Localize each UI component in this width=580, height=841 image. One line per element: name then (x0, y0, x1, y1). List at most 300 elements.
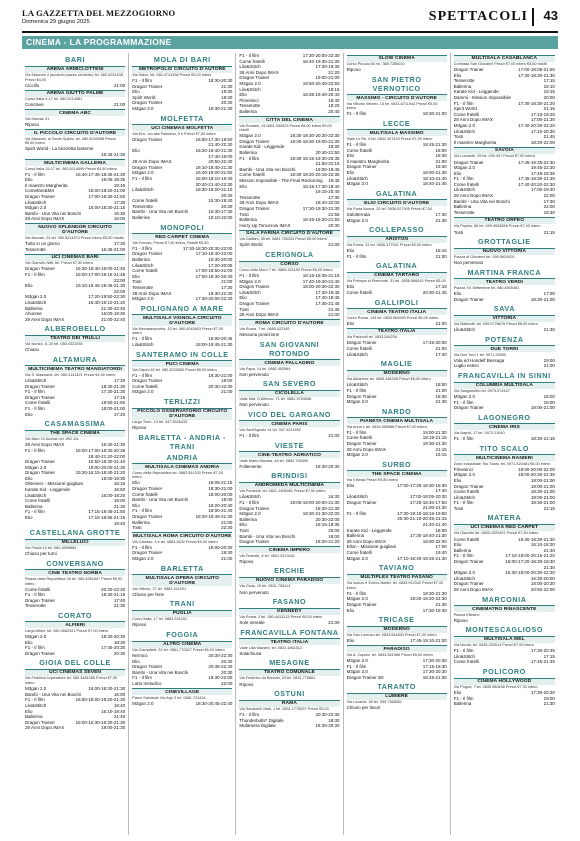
film-title: Come fratelli (346, 147, 372, 153)
film-title: Elio (132, 480, 140, 486)
film-title: Riposo (239, 558, 254, 564)
film-title: Dragon Trainer (25, 597, 56, 603)
showtimes: 17:45-19:35 (530, 170, 555, 176)
showtimes: 17:00 (435, 544, 447, 550)
showtimes: 21:40 (113, 714, 126, 720)
film-title: Elio (239, 92, 247, 98)
showtimes: 16:10-18:20 (530, 542, 555, 548)
showtimes: 17:00-21:30 (530, 117, 555, 123)
film-title: F1 - Il film (25, 509, 45, 515)
showtimes: 19:45 (328, 177, 340, 183)
showtimes: 18:30-20:30 (208, 78, 233, 84)
venue-name: RED CARPET CINEMA (132, 233, 232, 240)
film-title: Ballerina (453, 204, 472, 210)
showtime-row (25, 725, 125, 731)
film-title: F1 - Il film (239, 499, 260, 505)
showtimes: 18:30-21:00 (530, 489, 555, 495)
showtimes: 17:40-20:20-22:30 (518, 181, 555, 187)
showtimes: 17:00-18:30-20:40 (195, 273, 233, 279)
showtimes: 18:15-19:35-21:15 (302, 273, 340, 279)
showtimes: 17:45-21:45 (315, 301, 340, 307)
venue-address: Via Galliani, 55 tel. 0881.755334 Prezzi €6,00 intero (239, 237, 327, 242)
showtime-row (132, 622, 232, 628)
showtimes: 19:30-22:00 (208, 675, 233, 681)
showtimes: 18:30-21:00 (208, 372, 233, 378)
showtimes: 21:00 (435, 253, 447, 259)
film-title: F1 - Il film (453, 399, 474, 405)
film-title: Tesserotte (25, 603, 46, 609)
venue-name: TEATRO ITALIA (239, 638, 339, 645)
showtimes: 19:15 (543, 89, 555, 95)
showtimes: 19:00 (543, 695, 555, 701)
venue-address: Via Vittorio, 27 tel. 0883.331091 (132, 586, 187, 591)
listing-column (344, 53, 451, 835)
showtimes: 16:40-19:10-21:40 (88, 299, 126, 305)
city-heading: FOGGIA (166, 630, 199, 639)
showtimes: 16:00-18:30-21:30 (88, 686, 126, 692)
film-title: 28 Anni Dopo IMAX (346, 446, 386, 452)
venue-address: Via Sant'Agosto 14 tel. 347.4241892 (239, 427, 301, 432)
venue-address: Viale Lilla Mazzini, tel. 0831.1861512 (239, 645, 302, 650)
film-title: Lilo&Stitch (239, 494, 261, 500)
showtimes: 20:30 (221, 100, 233, 106)
showtimes: 18:30 (328, 717, 340, 723)
film-title: Nemico (132, 653, 148, 659)
venue-address: Via Pupino, 68 tel. 099.4533858 Prezzi €7,00 intero (453, 224, 541, 229)
city-heading: MONTESCAGLIOSO (465, 625, 544, 635)
film-title: F1 - Il film (453, 436, 474, 442)
showtimes: 17:45-20:00 (422, 340, 447, 346)
venue-address: Via Pugna, 7 tel. 0835.980438 Prezzi €7,00 intero (453, 685, 538, 690)
showtime-row (347, 352, 447, 358)
film-title: F1 - Il film (25, 389, 45, 395)
film-title: Lilo&Stitch (239, 86, 261, 92)
showtimes: 21:00-22:40 (101, 316, 126, 322)
city-heading: POTENZA (485, 334, 524, 344)
showtimes: 19:30 (221, 89, 233, 95)
showtimes: 17:15 (543, 78, 555, 84)
showtimes: 22:30 (221, 525, 233, 531)
film-title: M3gan 2.0 (25, 634, 47, 640)
showtimes: 22:00 (221, 681, 233, 687)
city-heading: SURBO (382, 459, 412, 469)
film-title: Riposo (346, 67, 361, 73)
showtimes: 17:30-21:30 (101, 389, 126, 395)
film-title: Salotterrata (346, 211, 370, 217)
showtime-row (239, 651, 339, 657)
film-title: M3gan 2.0 (132, 556, 154, 562)
showtimes: 17:30-19:15-18:15-19:50 (397, 510, 447, 516)
city-heading: FASANO (272, 597, 307, 607)
venue-name: CITTA DEL CINEMA (239, 116, 339, 123)
venue-address: Via Buccari, 24 tel. 080.5214570 Prezzi intero €5,50 ridotto (25, 235, 125, 240)
film-title: Dragon Trainer (132, 251, 163, 257)
film-title: Dragon Trainer (453, 581, 484, 587)
showtimes: 22:00 (113, 288, 126, 294)
page-number: 43 (532, 8, 558, 26)
showtimes: 21:30 (113, 603, 126, 609)
showtimes: 17:20 (113, 411, 126, 417)
venue-address: Corso Aldo Moro 7 tel. 0885.421150 Prezzi €8,00 intero (239, 268, 333, 272)
showtimes: 17:30-18:40-21:30 (409, 533, 447, 539)
film-title: Come fratelli (346, 346, 372, 352)
city-heading: COLLEPASSO (369, 225, 425, 235)
showtimes: 16:00-18:20 (101, 492, 126, 498)
showtimes: 16:45-21:30 (101, 151, 126, 157)
film-title: Bambi - Una Vita nei Boschi (239, 533, 296, 539)
city-heading: POLICORO (482, 667, 526, 677)
film-title: Come fratelli (453, 111, 480, 117)
showtimes: 17:25-18:40-17:50 (409, 499, 447, 505)
venue-name: KENNEDY (239, 608, 339, 615)
showtimes: 19:40 (113, 520, 126, 526)
venue-name: VITTORIA (454, 315, 555, 322)
showtimes: 15:20-16:15-18:40-21:20 (75, 470, 126, 476)
film-title: M3gan 2.0 (346, 452, 368, 458)
venue-address: Via Vittorio Veneto, 15 tel. 0831.6711044 Prezzi €5,00 intero (346, 101, 438, 111)
film-title: F1 - Il film (132, 544, 152, 550)
venue-name: ALTRO CINEMA (132, 641, 232, 648)
showtime-row (347, 321, 447, 327)
showtimes: 17:00-18:50-21:00 (195, 268, 233, 274)
film-title: M3gan 2.0 (132, 170, 154, 176)
film-title: Lilo&Stitch (453, 128, 476, 134)
showtimes: 20:30 (221, 669, 233, 675)
showtimes: 16:50 (113, 487, 126, 493)
film-title: Dragon Trainer (453, 67, 484, 73)
film-title: F1 - Il film (25, 406, 45, 412)
showtimes: 16:30-18:20-21:10 (195, 187, 233, 193)
film-title: Elio (453, 72, 462, 78)
film-title: Thunderbolts* Digitale (239, 717, 284, 723)
showtimes: 20:30-22:30 (208, 653, 233, 659)
venue-name: MULTICINEMA RANIERI (454, 454, 555, 461)
venue-address: Viale Mat. D'Alfonso, 71 tel. 0882.3754948 (239, 397, 312, 402)
showtimes: 18:30-20:30 (101, 634, 126, 640)
film-title: F1 - Il film (239, 273, 260, 279)
film-title: Tesserotte (25, 246, 46, 252)
showtimes: 17:00-19:40 (530, 187, 555, 193)
film-title: Come fratelli (453, 536, 480, 542)
film-title: Come fratelli (132, 491, 158, 497)
film-title: Chiuso per turni (25, 551, 57, 557)
city-heading: BRINDISI (271, 471, 308, 481)
showtimes: 18:30-21:30 (315, 505, 340, 511)
city-heading: CORATO (58, 610, 93, 620)
film-title: F1 - Il film (346, 111, 367, 117)
showtimes: 17:45-19:35-22:30 (518, 159, 555, 165)
film-title: F1 - Il film (346, 663, 367, 669)
venue-name: TEATRO ORFEO (454, 217, 555, 224)
showtimes: 21:00 (435, 320, 447, 326)
venue-address: Via Lomante, 25 tel. 099.457 Prezzi €7,00 intero (453, 154, 535, 159)
showtime-row (454, 405, 555, 411)
venue-name: CINEMA TEATRO ITALIA (347, 308, 447, 315)
film-title: Karate Kid - Leggende (346, 527, 392, 533)
venue-name: SAVOIA (454, 147, 555, 154)
city-heading: GIOIA DEL COLLE (39, 658, 111, 668)
showtime-row (347, 608, 447, 614)
showtimes: 18:30-20:45-22:40 (195, 700, 233, 706)
film-title: Come fratelli (25, 400, 51, 406)
film-title: Karate Kid - Leggende (239, 144, 285, 150)
film-title: Dragon Trainer (346, 499, 377, 505)
showtime-row (454, 701, 555, 707)
showtimes: 18:45-21:30 (422, 142, 447, 148)
film-title: Spirit World - La bicicletta lanterne (25, 146, 94, 152)
film-title: Elio (453, 290, 462, 296)
showtimes: 17:10-19:25 (530, 111, 555, 117)
film-title: Il maestro Margherita (453, 139, 497, 145)
showtimes: 17:30 (328, 194, 340, 200)
film-title: Ballerina (132, 519, 150, 525)
film-title: Tesserotte (453, 78, 475, 84)
showtimes: 20:30-21:10-20:45-21:15 (397, 516, 447, 522)
film-title: Non pervenuto (453, 260, 484, 266)
showtimes: 16:50-17:30-19:50 (195, 136, 233, 142)
film-title: Come fratelli (25, 586, 51, 592)
showtimes: 18:00 (543, 394, 555, 400)
venue-name: SLOW CINEMA (347, 55, 447, 62)
showtimes: 17:00-18:05-20:30 (409, 494, 447, 500)
venue-name: CINEMA ABC (25, 109, 125, 116)
showtimes: 18:40-21:45 (422, 181, 447, 187)
showtimes: 18:15-17:30-18:40 (302, 183, 340, 189)
showtime-row (347, 399, 447, 405)
showtime-row (239, 109, 339, 115)
venue-address: Piazza di Giovanni tel. 099.5624901 (453, 255, 515, 260)
film-title: Elio (346, 607, 355, 613)
showtimes: 16:50-18:00-19:20-21:30 (75, 697, 126, 703)
showtimes: 18:00-19:45-21:30 (195, 341, 233, 347)
showtime-row (132, 215, 232, 221)
city-heading: TARANTO (377, 682, 416, 692)
showtimes: 16:00 (113, 691, 126, 697)
city-heading: SANTERAMO IN COLLE (135, 349, 229, 359)
showtimes: 22:00 (543, 193, 555, 199)
film-title: Il maestro Margherita (346, 158, 390, 164)
venue-name: PUCI CINEMA (132, 360, 232, 367)
showtime-row (239, 723, 339, 729)
showtimes: 18:30 (435, 164, 447, 170)
showtimes: 17:30-20:00-22:30 (302, 53, 340, 58)
showtime-row (454, 436, 555, 442)
showtimes: 17:00-17:25-18:30-19:30 (397, 482, 447, 488)
city-heading: MOLA DI BARI (153, 55, 211, 64)
showtime-row (454, 260, 555, 266)
showtimes: 17:30 (543, 198, 555, 204)
showtime-row (347, 705, 447, 711)
film-title: M3gan 2.0 (239, 133, 261, 139)
showtimes: 15:50-18:30-21:40 (88, 459, 126, 465)
film-title: Come fratelli (25, 498, 51, 504)
showtimes: 21:30 (543, 564, 555, 570)
showtimes: 20:45-22:40 (208, 664, 233, 670)
film-title: Dragon Trainer (453, 483, 484, 489)
showtimes: 18:30-21:30 (101, 383, 126, 389)
showtimes: 19:45-22:30 (530, 165, 555, 171)
showtimes: 19:30 (221, 94, 233, 100)
film-title: Elio (132, 273, 140, 279)
venue-address: Via Baro 19 Auchan tel. 892.111 (25, 437, 79, 442)
venue-name: DUE TORRI (454, 345, 555, 352)
venue-name: TEATRO COMUNALE (239, 669, 339, 676)
venue-address: Via Mercatavecchia, 10 tel. 080.4240603 Prezzi €7,00 intero (132, 326, 224, 336)
venue-name: MULTIPLEX TEATRO FASANO (347, 574, 447, 581)
venue-name: MODERNO (347, 626, 447, 633)
film-title: Come fratelli (132, 198, 158, 204)
film-title: Dragon Trainer (239, 539, 270, 545)
showtimes: 18:30-20:30 (315, 723, 340, 729)
film-title: Elio (25, 708, 33, 714)
venue-address: Corso Italia 15-17 tel. 080.5214599 Prezzi €4,50 intero (25, 166, 118, 171)
showtime-row (454, 587, 555, 593)
showtime-row (132, 556, 232, 562)
film-title: Dragon Trainer (132, 83, 163, 89)
showtimes: 18:30-21:00 (208, 486, 233, 491)
showtimes: 21:00 (435, 346, 447, 352)
venue-name: MULTISALA VIGNOLA CIRCUITO D'AUTORE (132, 314, 232, 326)
film-title: Elio (346, 638, 355, 644)
film-title: Ballerina (453, 701, 472, 707)
venue-name: PUGLIA (132, 610, 232, 617)
film-title: Dragon Trainer (132, 136, 163, 142)
showtimes: 16:30-20:00 (530, 575, 555, 581)
showtime-row (347, 290, 447, 296)
venue-address: Via Fornaci, Prezzi €7,50 intero, Ridotti €5,50 (132, 240, 209, 245)
showtimes: 18:30-21:15 (101, 592, 126, 598)
showtimes: 17:30-19:30 (315, 64, 340, 70)
showtimes: 21:30-22:40 (101, 305, 126, 311)
venue-address: Via Porta Nuova, 32 tel. 0836.527905 Prezzi €7,00 (346, 206, 432, 211)
film-title: Ballerina (239, 108, 257, 114)
showtime-row (347, 111, 447, 117)
showtimes: 22:00 (543, 204, 555, 210)
city-heading: FRANCAVILLA IN SINNI (458, 371, 551, 381)
film-title: M3gan 2.0 (132, 106, 154, 112)
showtimes: 18:00-19:45 (315, 166, 340, 172)
section-banner: CINEMA - LA PROGRAMMAZIONE (22, 36, 558, 49)
film-title: Pimesinci (239, 97, 259, 103)
showtimes: 21:15 (543, 229, 555, 235)
showtimes: 19:00 (543, 357, 555, 363)
showtime-row (347, 218, 447, 224)
film-title: F1 - Il film (132, 78, 152, 84)
showtimes: 19:30-20:00 (208, 256, 233, 262)
showtimes: 17:30-20:00-22:30 (195, 296, 233, 302)
showtimes: 18:20 (328, 103, 340, 109)
showtimes: 21:30 (435, 602, 447, 608)
venue-address: Corso Piccolo 60 tel. 388.7256010 (346, 62, 405, 66)
showtimes: 17:45-19:30-21:30 (518, 176, 555, 182)
film-title: Elio (25, 177, 33, 183)
venue-name: ELIO CIRCUITO D'AUTORE (347, 199, 447, 206)
venue-address: Via Gianvito Nitti, tel. Prezzi €7,50 intero (25, 261, 93, 266)
film-title: Lilo&Stitch (453, 494, 476, 500)
film-title: Ciccillo (25, 82, 40, 88)
film-title: F1 - Il film (132, 372, 152, 378)
film-title: Riposo (239, 681, 254, 687)
showtime-row (239, 620, 339, 626)
city-heading: MESAGNE (269, 658, 310, 668)
showtimes: 17:00-19:30-21:50 (88, 194, 126, 199)
venue-name: UCI CINEMAS SEVEN (25, 669, 125, 676)
film-title: M3gan 2.0 (132, 700, 154, 706)
city-heading: BARI (65, 55, 86, 64)
venue-address: Via Matteotti, tel. 099.9726676 Prezzi €6,00 intero (453, 322, 538, 327)
film-title: F1 - Il film (239, 155, 260, 161)
venue-name: NUOVO SPLENDOR CIRCUITO D'AUTORE (25, 223, 125, 235)
showtimes: 18:30-21:00 (530, 296, 555, 302)
city-heading: MOLFETTA (160, 113, 204, 123)
film-title: Elio (25, 515, 33, 521)
venue-name: CORSO (239, 261, 339, 268)
film-title: F1 - Il film (346, 429, 367, 435)
film-title: Elio (453, 477, 462, 483)
showtime-row (454, 297, 555, 303)
venue-address: Via Santarelli Vitali, 1 tel. 0831.1775097 Prezzi €5,00 (239, 707, 329, 712)
film-title: Come fratelli (132, 383, 158, 389)
city-heading: FRANCAVILLA FONTANA (240, 627, 339, 637)
film-title: 28 Anni Dopo IMAX (346, 538, 386, 544)
showtime-row (25, 317, 125, 323)
showtimes: 17:30-19:30-21:30 (302, 205, 340, 211)
film-title: Elio (453, 542, 462, 548)
venue-address: Viale Mario Marotta, 46 tel. 0884.708345 (239, 458, 308, 463)
showtimes: 16:00 (113, 216, 126, 222)
showtimes: 18:00-21:00 (530, 483, 555, 489)
showtimes: 18:30-21:00 (422, 111, 447, 117)
showtimes: 20:30 (221, 658, 233, 664)
showtimes: 23:00 (113, 277, 126, 283)
showtimes: 17:45-19:10-21:00 (409, 638, 447, 644)
film-title: Ballerina (132, 215, 150, 221)
showtime-row (239, 464, 339, 470)
film-title: 28 Anni Dopo IMAX (453, 193, 494, 199)
showtimes: 17:10-20:30 (530, 128, 555, 134)
film-title: F1 - Il film (239, 433, 260, 438)
showtimes: 21:00 (435, 158, 447, 164)
city-heading: CONVERSANO (46, 558, 104, 568)
showtimes: 21:40-22:30 (208, 142, 233, 148)
film-title: F1 - Il film (239, 53, 260, 58)
film-title: Elio (346, 482, 355, 488)
showtimes: 18:15 (328, 86, 340, 92)
showtimes: 18:00-20:45 (208, 336, 233, 342)
film-title: F1 - Il film (453, 500, 474, 506)
showtimes: 18:40-22:00 (315, 200, 340, 206)
film-title: Lilo&Stitch (25, 492, 47, 498)
showtimes: 18:00-20:30-22:30 (302, 284, 340, 290)
venue-address: Via Gioia, 15 tel. 0831.759414 (239, 584, 291, 589)
showtimes: 17:20-20:05 (208, 262, 233, 268)
venue-address: Contrada San Giovanni Prezzi €7,00 intero €5,00 ridotti (453, 62, 547, 66)
film-title: Bambi - Una Vita nei Boschi (132, 209, 189, 215)
film-title: Tesserotte (132, 284, 153, 290)
film-title: 28 Anni Dopo IMAX (25, 316, 65, 322)
showtimes: 18:40 (328, 97, 340, 103)
film-title: Tosti (239, 211, 249, 217)
showtimes: 16:00-18:30-21:15 (88, 205, 126, 211)
film-title: F1 - Il film (453, 648, 474, 654)
showtimes: 17:15-18:55-21:15 (88, 515, 126, 521)
venue-address: Via Pacinotti tel. 0833.264234 (346, 335, 397, 340)
venue-address: Via Principe di Piemonte, 31 tel. 0836.566819 Prezzi €5,00 (346, 279, 446, 284)
film-title: Spirit World (453, 106, 477, 112)
film-title: Tosti (453, 134, 464, 140)
showtime-row (132, 525, 232, 531)
film-title: F1 - Il film (25, 447, 45, 453)
